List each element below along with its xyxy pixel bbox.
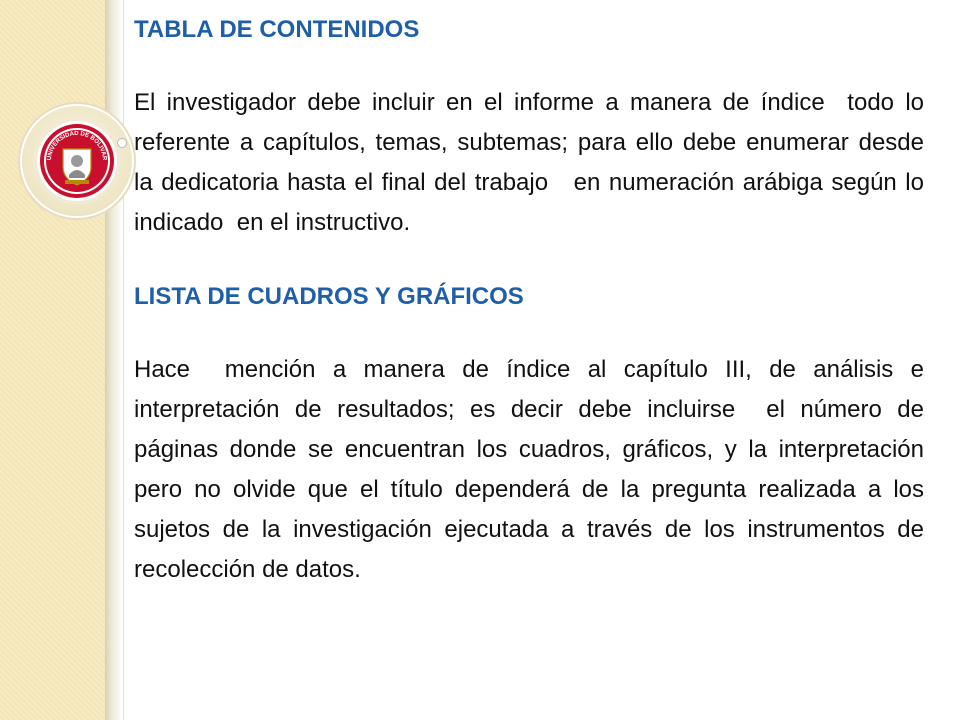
section-body-lista: Hace mención a manera de índice al capítulo III, de análisis e interpretación de resultados; es decir debe incluirse el número de páginas donde se encuentran los cuadros, gráficos, y la interpretación pero no olvide que el título dependerá de la pregunta realizada a los sujetos de la investigación ejecutada a través de los instrumentos de recolección de datos. xyxy=(134,356,931,583)
section-title-lista: LISTA DE CUADROS Y GRÁFICOS xyxy=(134,283,524,310)
ring-dot-icon xyxy=(117,138,127,148)
section-body-tabla: El investigador debe incluir en el informe a manera de índice todo lo referente a capítulos, temas, subtemas; para ello debe enumerar desde la dedicatoria hasta el final del trabajo en numeración arábiga según lo indicado en el instructivo. xyxy=(134,89,938,236)
seal-ring-text: UNIVERSIDAD DE BOLIVAR xyxy=(46,130,108,161)
slide-content xyxy=(134,14,938,590)
section-title-tabla: TABLA DE CONTENIDOS xyxy=(134,16,420,43)
university-seal-icon xyxy=(39,123,115,199)
divider-line xyxy=(123,0,124,720)
sidebar-shadow-edge xyxy=(105,0,123,720)
